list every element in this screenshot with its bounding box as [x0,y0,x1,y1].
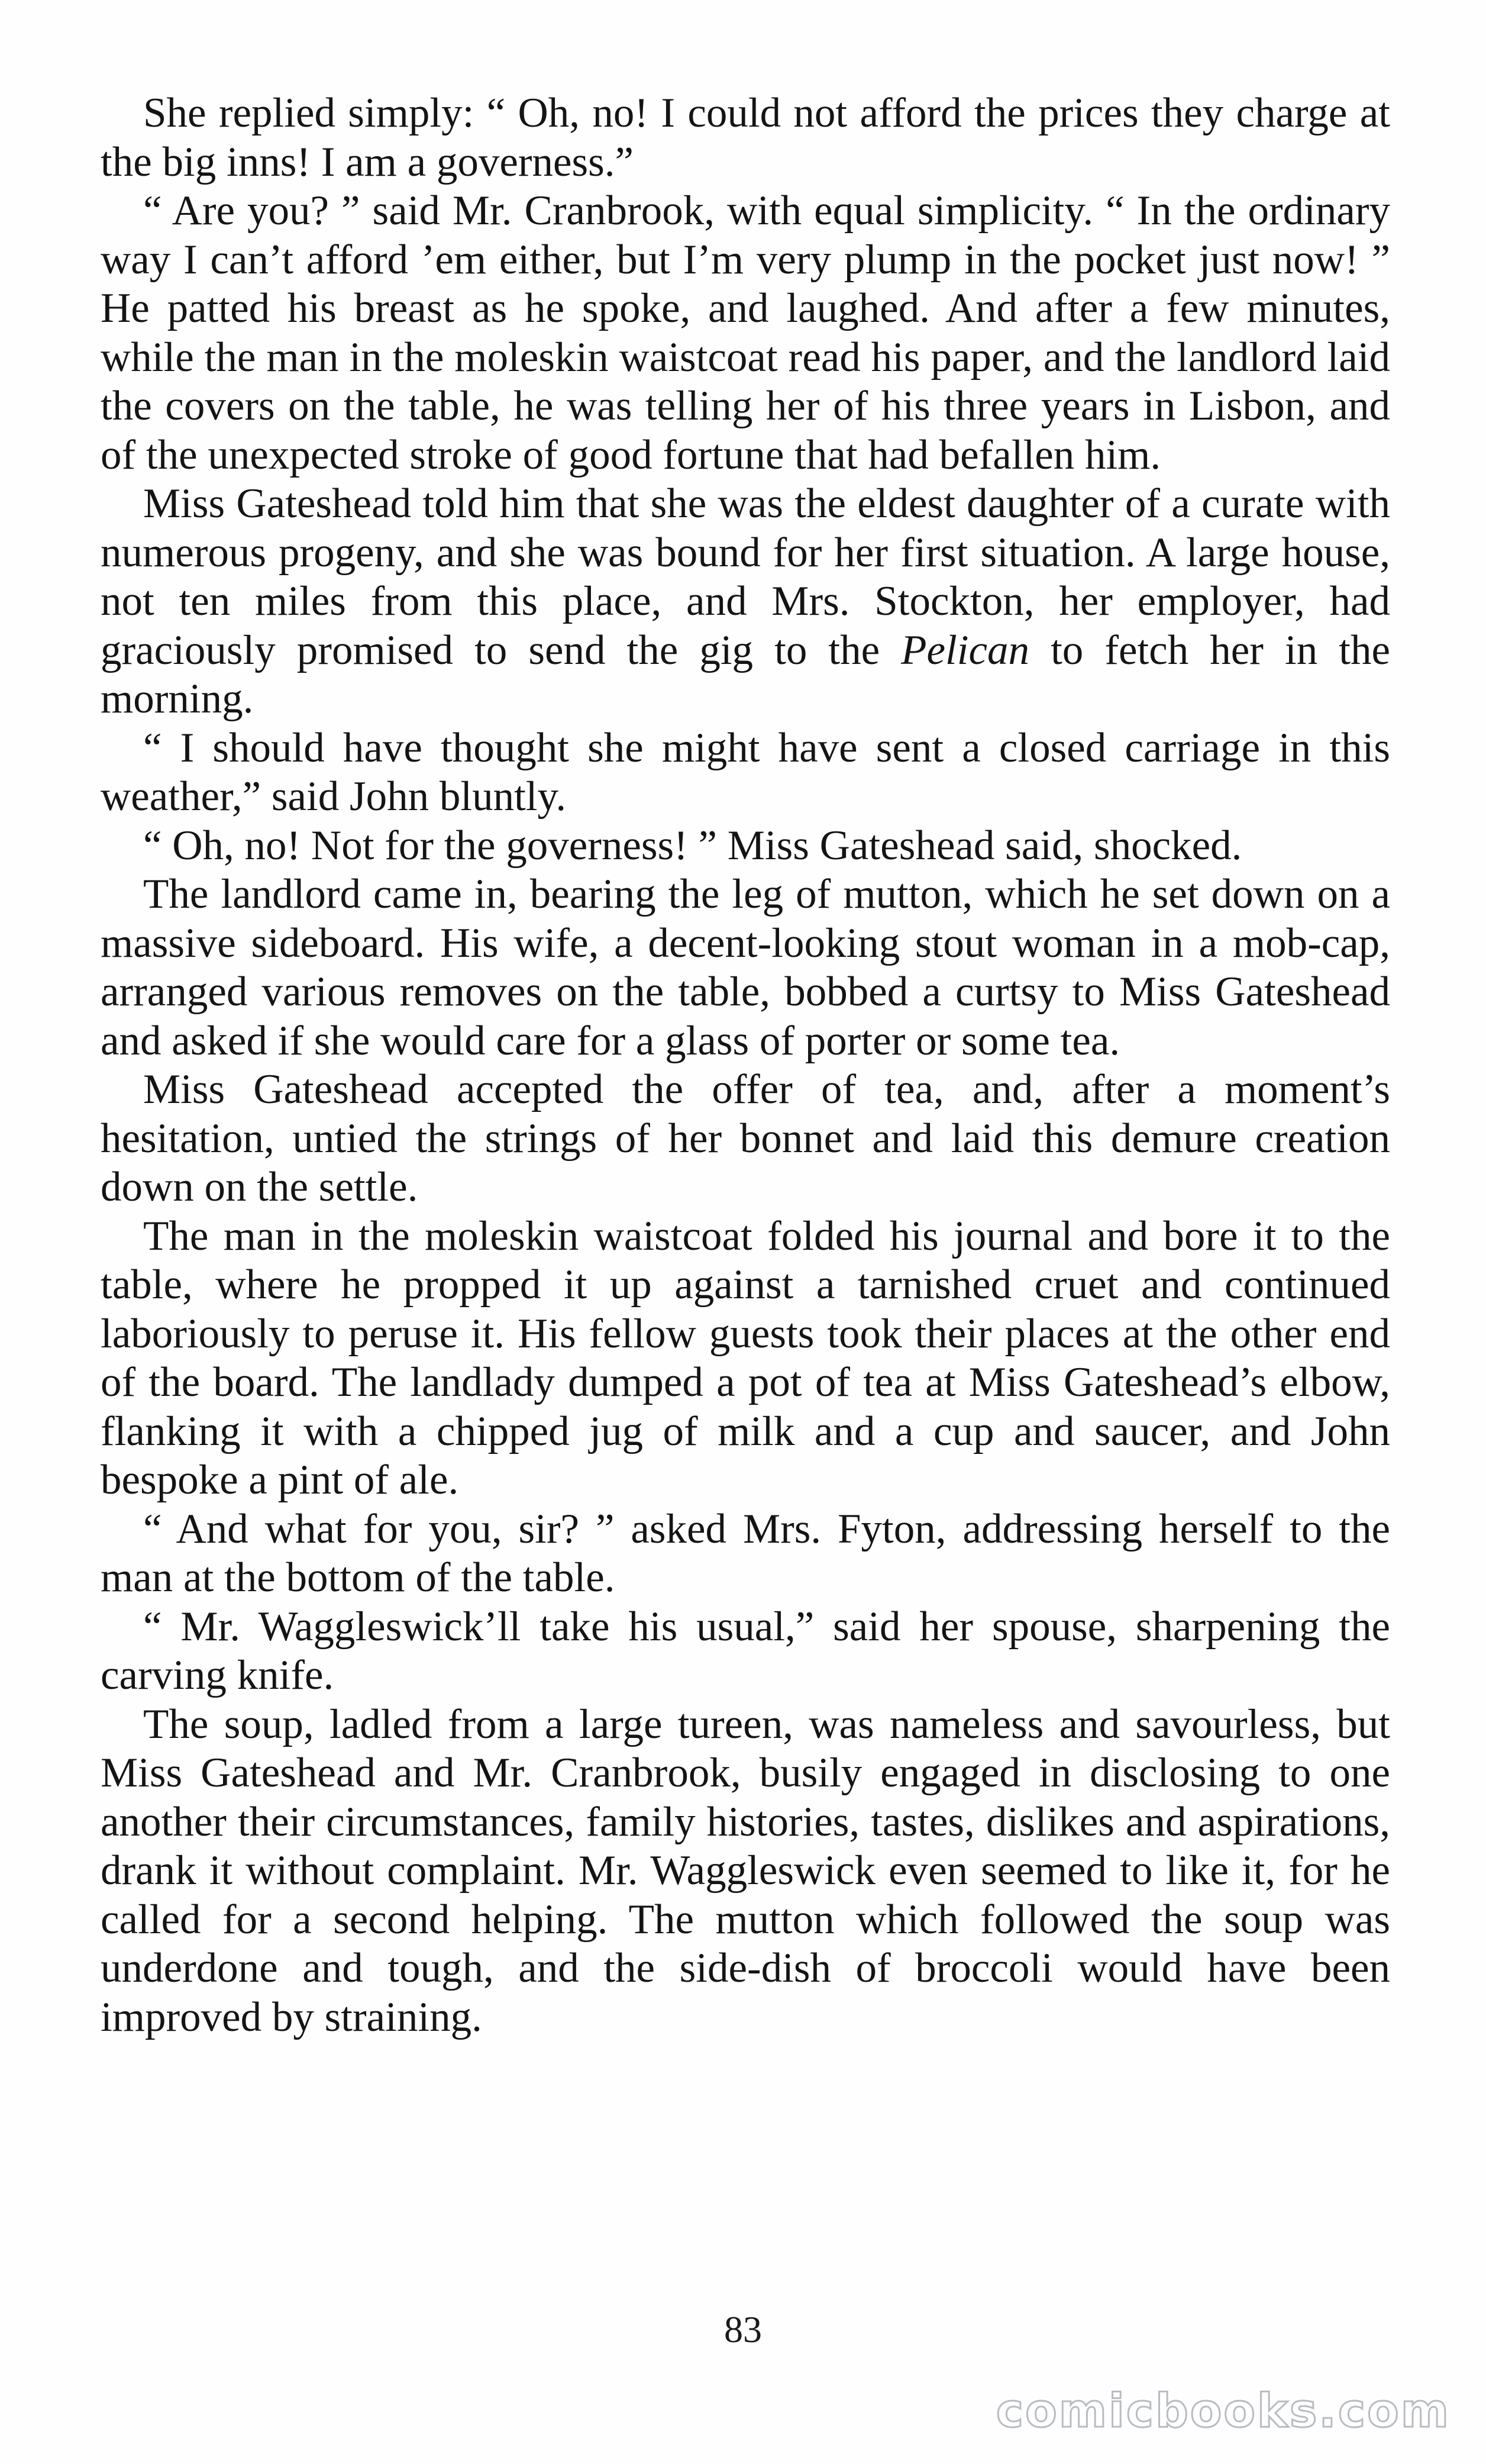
body-text [101,89,1390,2041]
paragraph: Miss Gateshead accepted the offer of tea, and, after a moment’s hesitation, untied the strings of her bonnet and laid this demure creation down on the settle. [101,1066,1390,1210]
paragraph: The soup, ladled from a large tureen, was nameless and savourless, but Miss Gateshead and Mr. Cranbrook, busily engaged in disclosing to one another their circumstances, family histories, tastes, dislikes and aspirations, drank it without complaint. Mr. Waggleswick even seemed to like it, for he called for a second helping. The mutton which followed the soup was underdone and tough, and the side-dish of broccoli would have been improved by straining. [101,1701,1390,2040]
paragraph: “ Mr. Waggleswick’ll take his usual,” said her spouse, sharpening the carving knife. [101,1603,1390,1698]
paragraph-text: Miss Gateshead told him that she was the eldest daughter of a curate with numerous progeny, and she was bound for her first situation. A large house, not ten miles from this place, and Mrs. Stockton, her employer, had graciously promised to send the gig to the [101,480,1390,673]
paragraph [101,479,1390,724]
paragraph: “ Oh, no! Not for the governess! ” Miss Gateshead said, shocked. [143,822,1242,869]
paragraph: “ I should have thought she might have sent a closed carriage in this weather,” said John bluntly. [101,724,1390,820]
paragraph: “ Are you? ” said Mr. Cranbrook, with equal simplicity. “ In the ordinary way I can’t afford ’em either, but I’m very plump in the pocket just now! ” He patted his breast as he spoke, and laughed. And after a few minutes, while the man in the moleskin waistcoat read his paper, and the landlord laid the covers on the table, he was telling her of his three years in Lisbon, and of the unexpected stroke of good fortune that had befallen him. [101,188,1390,478]
paragraph-text: to fetch her in the morning. [101,627,1391,722]
paragraph: “ And what for you, sir? ” asked Mrs. Fyton, addressing herself to the man at the bottom of the table. [101,1505,1390,1601]
watermark: comicbooks.com [996,2385,1451,2438]
page-number: 83 [724,2308,762,2350]
paragraph: The man in the moleskin waistcoat folded his journal and bore it to the table, where he propped it up against a tarnished cruet and continued laboriously to peruse it. His fellow guests took their places at the other end of the board. The landlady dumped a pot of tea at Miss Gateshead’s elbow, flanking it with a chipped jug of milk and a cup and saucer, and John bespoke a pint of ale. [101,1212,1390,1503]
paragraph: The landlord came in, bearing the leg of mutton, which he set down on a massive sideboard. His wife, a decent-looking stout woman in a mob-cap, arranged various removes on the table, bobbed a curtsy to Miss Gateshead and asked if she would care for a glass of porter or some tea. [101,871,1390,1064]
inn-name: Pelican [901,627,1030,673]
paragraph: She replied simply: “ Oh, no! I could not afford the prices they charge at the big inns! I am a governess.” [101,90,1390,185]
